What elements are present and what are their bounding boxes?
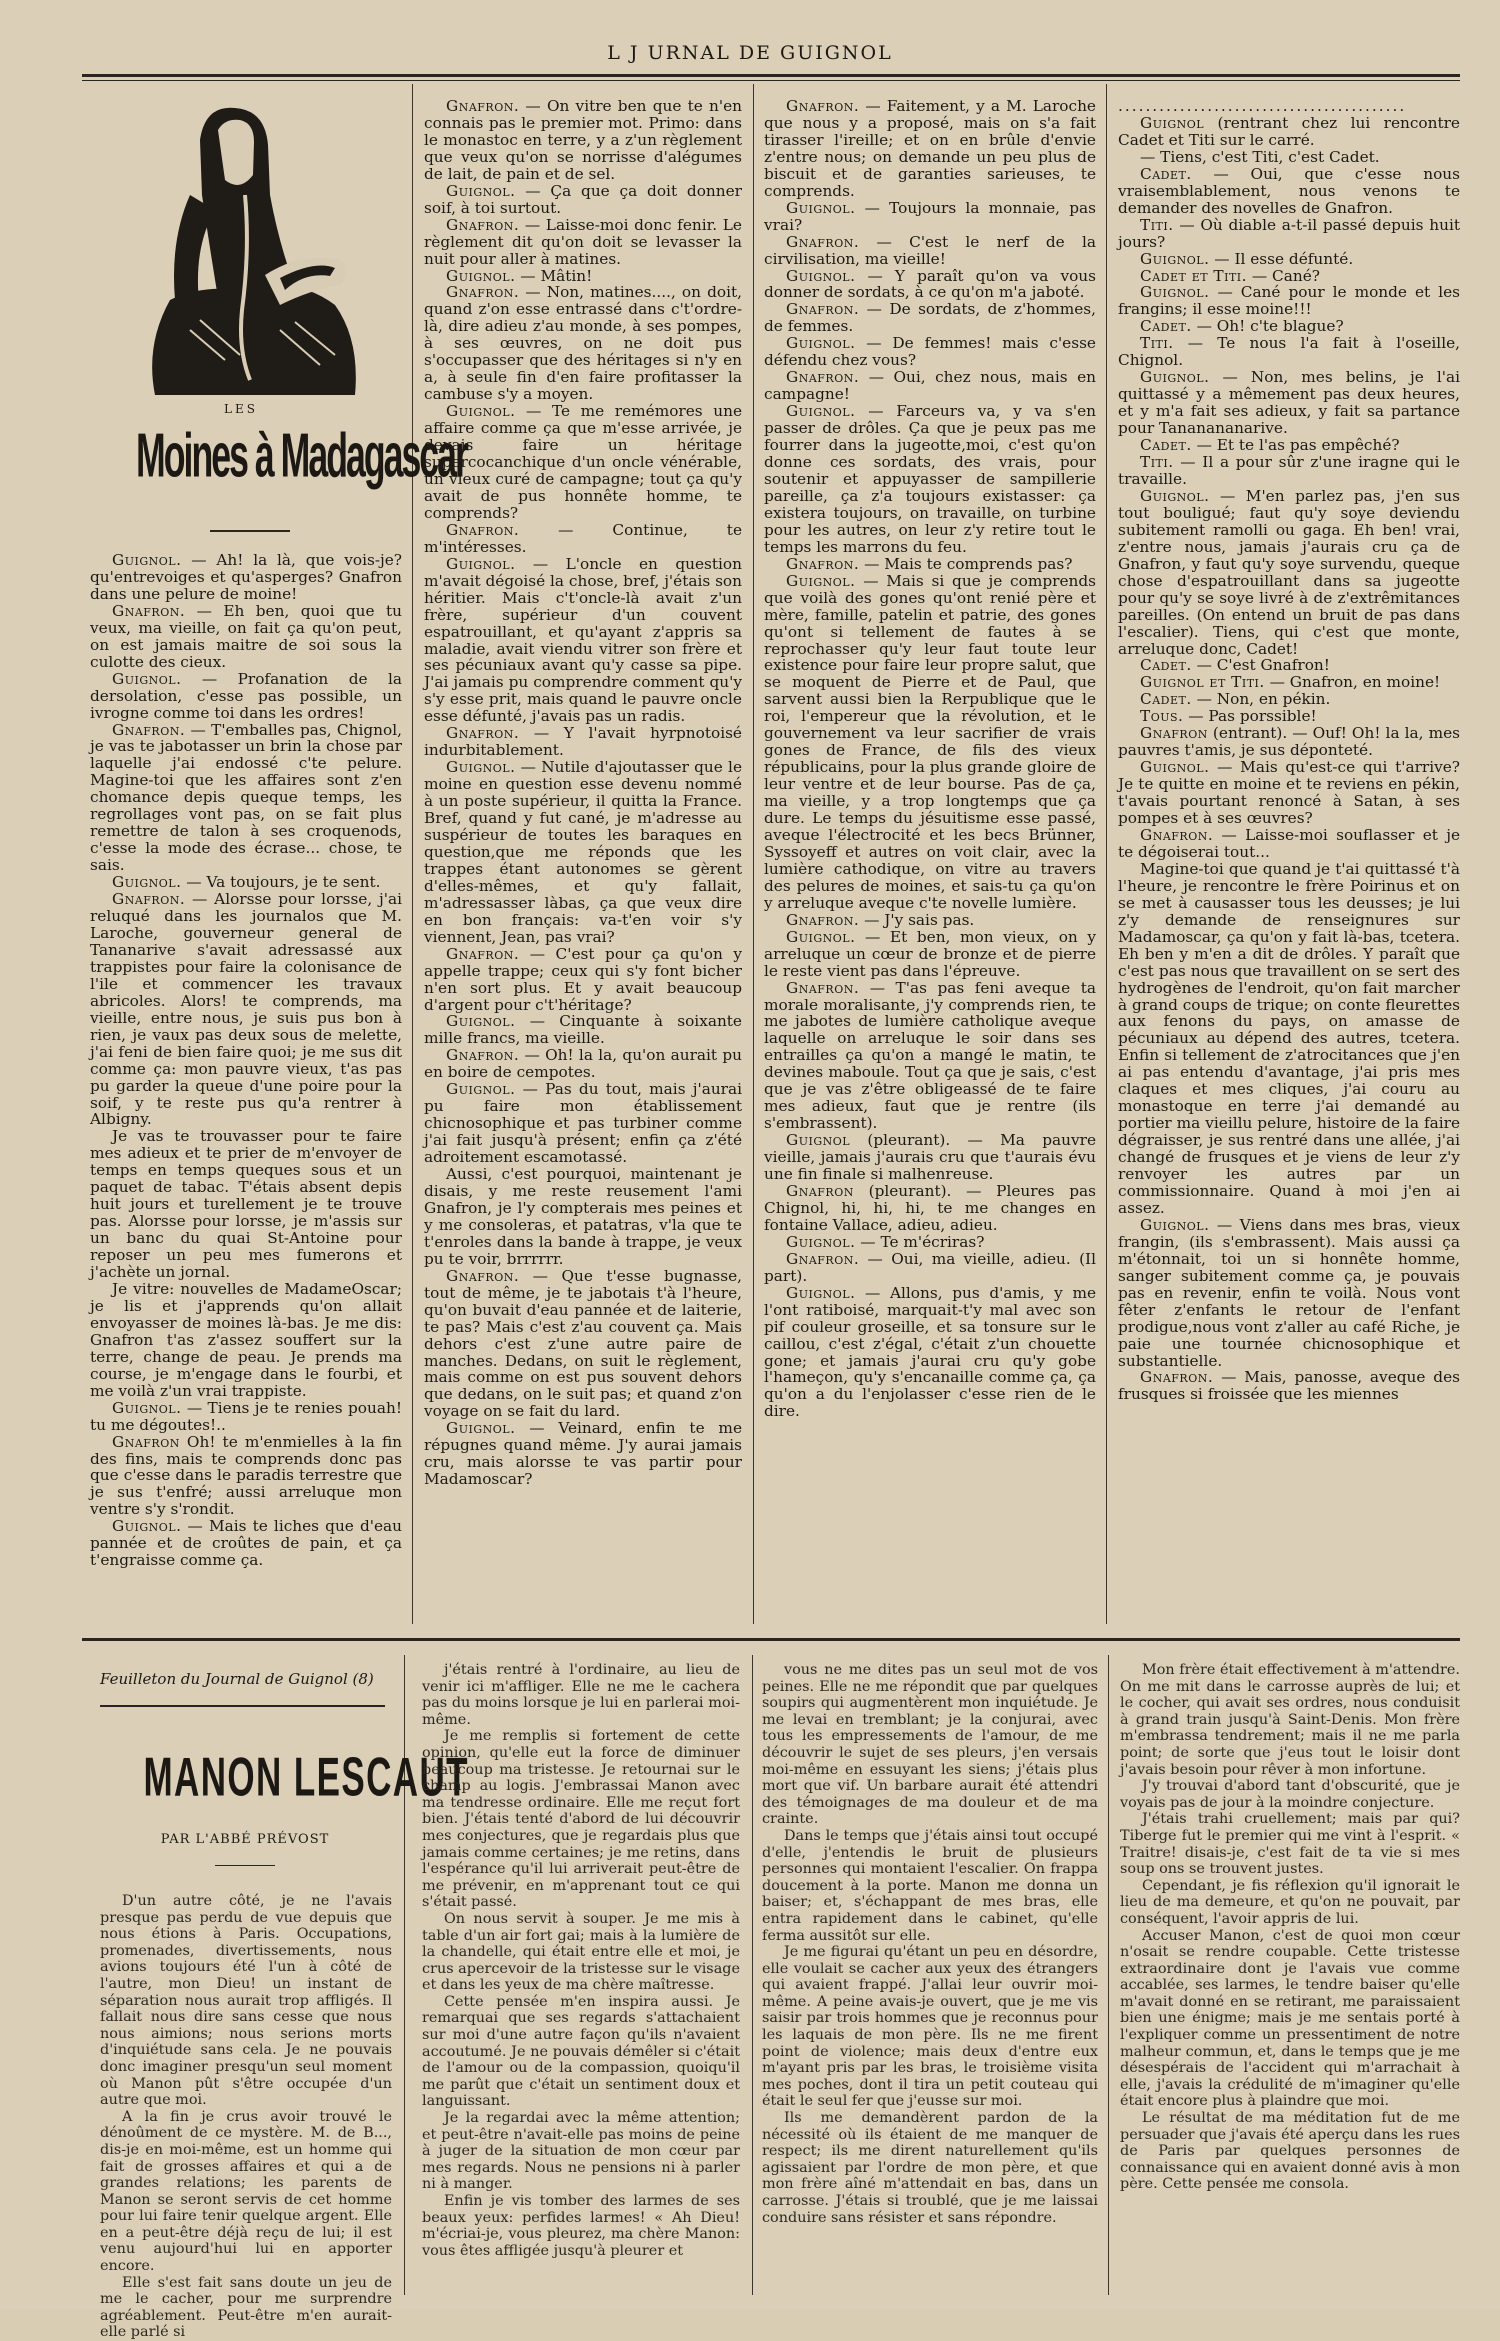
dialogue-text: — Où diable a-t-il passé depuis huit jours? <box>1118 215 1460 251</box>
dialogue-text: (pleurant). — Ma pauvre vieille, jamais j'aurais cru que t'aurais évu une fin finale si malhenreuse. <box>764 1131 1096 1184</box>
dialogue-text: — Y paraît qu'on va vous donner de sordats, à ce qu'on m'a jaboté. <box>764 266 1096 302</box>
dialogue-text: Je vas te trouvasser pour te faire mes adieux et te prier de m'envoyer de temps en temps queques sous et un paquet de tabac. T'étais absent depis huit jours et turellement je te trouve pas. Alorsse pour lorsse, je m'assis sur un banc du quai St-Antoine pour reposer un peu mes fumerons et j'achète un jornal. <box>90 1127 402 1282</box>
speaker-name: Guignol. <box>786 1232 856 1251</box>
speaker-name: Guignol. <box>112 669 182 688</box>
dialogue-text: Je vitre: nouvelles de MadameOscar; je lis et j'apprends qu'on allait envoyasser de moines là-bas. Je me dis: Gnafron t'as z'assez souffert sur la terre, change de peau. Je prends ma course, je m'engage dans le fourbi, et me voilà z'un vrai trappiste. <box>90 1279 402 1400</box>
dialogue-text: Aussi, c'est pourquoi, maintenant je disais, y me reste reusement l'ami Gnafron, je l'y compterais mes peines et y me consoleras, et patatras, v'la que te t'enroles dans la bande à trappe, je veux pu te voir, brrrrrr. <box>424 1165 742 1268</box>
dialogue-text: — Veinard, enfin te me répugnes quand même. J'y aurai jamais cru, mais alorsse te vas partir pour Madamoscar? <box>424 1419 742 1489</box>
dialogue-paragraph <box>424 284 742 403</box>
feuilleton-paragraph: Accuser Manon, c'est de quoi mon cœur n'osait se rendre coupable. Cette tristesse extraordinaire dont je l'avais vue comme accablée, ses larmes, le tendre baiser qu'elle m'avait donné en se retirant, me paraissaient bien une énigme; mais je me sentais porté à l'expliquer comme un pressentiment de notre malheur commun, et, dans le temps que je me désespérais de l'accident qui m'arrachait à elle, j'avais la crédulité de m'imaginer qu'elle était encore plus à plaindre que moi. <box>1120 1927 1460 2110</box>
feuilleton-paragraph: Je me remplis si fortement de cette opinion, qu'elle eut la force de diminuer beaucoup ma tristesse. Je retournai sur le champ au logis. J'embrassai Manon avec ma tendresse ordinaire. Elle me reçut fort bien. J'étais tenté d'abord de lui découvrir mes conjectures, que je regardais plus que jamais comme certaines; je me retins, dans l'espérance qu'il lui arriverait peut-être de me prévenir, en m'apprenant tout ce qui s'était passé. <box>422 1728 740 1911</box>
dialogue-paragraph <box>764 1183 1096 1234</box>
speaker-name: Guignol. <box>446 402 516 421</box>
dialogue-text: — Farceurs va, y va s'en passer de drôles. Ça que je peux pas me fourrer dans la jugeotte,moi, c'est qu'on donne ces sordats, des vrais, pour soutenir et appuyasser de sampillerie pareille, ça z'a toujours existasser: ça existera toujours, on travaille, on turbine pour les autres, on leur z'y retire tout le temps les marrons du feu. <box>764 402 1096 556</box>
dialogue-paragraph <box>90 722 402 875</box>
speaker-name: Gnafron. <box>786 97 860 115</box>
speaker-name: Gnafron. <box>446 283 520 302</box>
dialogue-text: — M'en parlez pas, j'en sus tout bouligué; faut qu'y soye deviendu subitement ramolli ou gaga. Eh ben! vrai, z'entre nous, jamais j'aurais cru ça de Gnafron, y faut qu'y soye survendu, queque chose d'espatrouillant dans sa jugeotte pour qu'y se soye livré à de z'extrêmitances pareilles. (On entend un bruit de pas dans l'escalier). Tiens, qui c'est que monte, arreluque donc, Cadet! <box>1118 486 1460 658</box>
dialogue-text: — Va toujours, je te sent. <box>181 873 381 892</box>
speaker-name: Gnafron. <box>786 368 860 387</box>
column-rule <box>753 84 754 1624</box>
dialogue-text: — Te m'écriras? <box>855 1232 985 1251</box>
feuilleton-paragraph: Mon frère était effectivement à m'attendre. On me mit dans le carrosse auprès de lui; et le cocher, qui avait ses ordres, nous conduisit à grand train jusqu'à Saint-Denis. Mon frère m'embrassa tendrement; mais il ne me parla point; de sorte que j'eus tout le loisir dont j'avais besoin pour rêver à mon infortune. <box>1120 1662 1460 1778</box>
feuilleton-paragraph: Je me figurai qu'étant un peu en désordre, elle voulait se cacher aux yeux des étrangers qui avaient frappé. J'allai leur ouvrir moi-même. A peine avais-je ouvert, que je me vis saisir par trois hommes que je reconnus pour les laquais de mon père. Ils ne me firent point de violence; mais deux d'entre eux m'ayant pris par les bras, le troisième visita mes poches, dont il tira un petit couteau qui était le seul fer que j'eusse sur moi. <box>762 1944 1098 2110</box>
dialogue-text: (entrant). — Ouf! Oh! la la, mes pauvres t'amis, je sus déponteté. <box>1118 724 1460 760</box>
speaker-name: Guignol. <box>1140 283 1210 302</box>
speaker-name: Gnafron. <box>446 520 520 539</box>
dialogue-text: — Oui, ma vieille, adieu. (Il part). <box>764 1249 1096 1285</box>
feuilleton-header <box>100 1670 390 1688</box>
dialogue-text: — Te nous l'a fait à l'oseille, Chignol. <box>1118 334 1460 370</box>
article-title: Moines à Madagascar <box>136 421 467 491</box>
dialogue-text: — Nutile d'ajoutasser que le moine en question esse devenu nommé à un poste supérieur, il quitta la France. Bref, quand y fut cané, je m'adresse au suspérieur de toutes les baraques en question,que me réponds que les trappes étant autonomes se gèrent d'elles-mêmes, et qu'y fallait, m'adressasser làbas, ça que veux dire en bon français: va-t'en voir s'y viennent, Jean, pas vrai? <box>424 758 742 946</box>
speaker-name: Gnafron. <box>446 1266 520 1285</box>
feuilleton-rule <box>82 1638 1460 1641</box>
speaker-name: Gnafron. <box>112 601 186 620</box>
feuilleton-journal: Journal de Guignol <box>204 1670 348 1688</box>
dialogue-text: — Te me remémores une affaire comme ça que m'esse arrivée, je devais faire un héritage supercocanchique d'un oncle vénérable, un vieux curé de campagne; tout ça qu'y avait de pus honnête homme, te comprends? <box>424 402 742 522</box>
speaker-name: Gnafron. <box>1140 825 1214 844</box>
column-rule <box>1108 1655 1109 2295</box>
feuilleton-paragraph: Le résultat de ma méditation fut de me persuader que j'avais été aperçu dans les rues de Paris par quelques personnes de connaissance qui en avaient donné avis à mon père. Cette pensée me consola. <box>1120 2110 1460 2193</box>
title-prefix: LES <box>224 402 258 416</box>
speaker-name: Guignol. <box>786 1283 856 1302</box>
speaker-name: Gnafron. <box>446 1046 520 1065</box>
dialogue-paragraph <box>90 552 402 603</box>
dialogue-paragraph <box>1118 657 1460 674</box>
dialogue-text: — Viens dans mes bras, vieux frangin, (ils s'embrassent). Mais aussi ça m'étonnait, toi un si honnête homme, sanger subitement comme ça, je pouvais pas en revenir, enfin te voilà. Nous vont fêter z'enfants le retour de l'enfant prodigue,nous vont z'aller au café Riche, je paie une tournée chicnosophique et substantielle. <box>1118 1215 1460 1370</box>
speaker-name: Cadet. <box>1140 436 1192 455</box>
dialogue-text: — Tiens je te renies pouah! tu me dégoutes!.. <box>90 1398 402 1434</box>
speaker-name: Guignol. <box>786 571 856 590</box>
dialogue-text: (pleurant). — Pleures pas Chignol, hi, hi, hi, te me changes en fontaine Vallace, adieu, adieu. <box>764 1182 1096 1234</box>
dialogue-text: — Mais si que je comprends que voilà des gones qu'ont renié père et mère, famille, patelin et patrie, des gones qu'ont si tellement de fautes à se reprochasser qu'y leur faut toute leur existence pour faire leur propre salut, que se moquent de Pierre et de Paul, que sarvent aussi bien la Rerpublique que le roi, l'empereur que la révolution, et le gouvernement va leur sacrifier de vrais gones de France, de fils des vieux républicains, pour la plus grande gloire de leur ventre et de leur bourse. Pas de ça, ma vieille, y a trop longtemps que ça dure. Le temps du jésuitisme esse passé, aveque l'électrocité et les becs Brünner, Syssoyeff et autres on voit clair, avec la lumière cathodique, on vitre au travers des pelures de moines, et sais-tu ça qu'on y arreluque aveque c'te novelle lumière. <box>764 571 1096 912</box>
dialogue-paragraph <box>764 573 1096 912</box>
dialogue-paragraph <box>90 671 402 722</box>
dialogue-text: — T'emballes pas, Chignol, je vas te jabotasser un brin la chose par laquelle j'ai endossé c'te pelure. Magine-toi que les affaires sont z'en chomance depis queque temps, les regrollages vont pas, on se fait plus remettre de talon à ses croquenods, c'esse la mode des écrase... chose, te sais. <box>90 720 402 875</box>
masthead: L J URNAL DE GUIGNOL <box>607 42 893 64</box>
dialogue-text: — Alorsse pour lorsse, j'ai reluqué dans les journalos que M. Laroche, gouverneur general de Tananarive s'avait adressassé aux trappistes pour faire la colonisance de l'ile et commencer les travaux abricoles. Alors! te comprends, ma vieille, entre nous, je suis pus bon à rien, je vaux pas deux sous de melette, j'ai feni de bien faire quoi; je me sus dit comme ça: mon pauvre vieux, t'as pas pu garder la queue d'une poire pour la soif, y te reste pus qu'a rentrer à Albigny. <box>90 890 402 1129</box>
speaker-name: Guignol. <box>112 873 182 892</box>
dialogue-text: .......................................... <box>1118 97 1407 115</box>
speaker-name: Gnafron. <box>446 215 520 234</box>
dialogue-text: — Oui, chez nous, mais en campagne! <box>764 368 1096 404</box>
speaker-name: Guignol. <box>446 1080 516 1099</box>
speaker-name: Guignol. <box>112 1517 182 1536</box>
masthead-rule <box>82 74 1460 77</box>
feuilleton-prefix: Feuilleton du <box>100 1670 205 1688</box>
dialogue-text: Magine-toi que quand je t'ai quittassé t'à l'heure, je rencontre le frère Poirinus et on se met à causasser tous les deusses; je lui z'y demande de renseignures sur Madamoscar, ça qu'on y fait là-bas, tcetera. Eh ben y m'en a dit de drôles. Y paraît que c'est pas nous que travaillent on se sert des hydrogènes de l'endroit, qu'on fait marcher à grand coups de trique; on conte fleurettes aux fenons du pays, on amasse de pécuniaux au dépend des autres, tcetera. Enfin si tellement de z'atrocitances que j'en ai pas entendu d'avantage, j'ai pris mes claques et mes cliques, j'ai couru au monastoque en terre j'ai demandé au portier ma vieillu pelure, histoire de la faire dégraisser, je sus rentré dans une allée, j'ai changé de frusques et je viens de leur z'y renvoyer les autres par un commissionnaire. Quand à moi j'en ai assez. <box>1118 859 1460 1217</box>
dialogue-paragraph <box>764 1251 1096 1285</box>
dialogue-text: — Il a pour sûr z'une iragne qui le travaille. <box>1118 453 1460 488</box>
speaker-name: Guignol. <box>446 758 516 777</box>
dialogue-paragraph <box>424 1166 742 1268</box>
dialogue-paragraph <box>424 217 742 268</box>
feuilleton-paragraph: Enfin je vis tomber des larmes de ses beaux yeux: perfides larmes! « Ah Dieu! m'écriai-je, vous pleurez, ma chère Manon: vous êtes affligée jusqu'à pleurer et <box>422 2193 740 2259</box>
dialogue-text: — Ah! la là, que vois-je? qu'entrevoiges et qu'asperges? Gnafron dans une pelure de moine! <box>90 551 402 603</box>
dialogue-text: — C'est Gnafron! <box>1191 656 1330 675</box>
dialogue-text: — De femmes! mais c'esse défendu chez vous? <box>764 334 1096 370</box>
article-column-1 <box>90 552 402 1627</box>
speaker-name: Gnafron. <box>112 720 186 739</box>
speaker-name: Guignol. <box>446 1012 516 1031</box>
dialogue-text: — Mais te liches que d'eau pannée et de croûtes de pain, et ça t'engraisse comme ça. <box>90 1517 402 1570</box>
speaker-name: Titi. <box>1140 453 1174 472</box>
dialogue-paragraph <box>424 556 742 726</box>
dialogue-text: — Tiens, c'est Titi, c'est Cadet. <box>1140 147 1380 166</box>
dialogue-text: — Cané pour le monde et les frangins; il esse moine!!! <box>1118 283 1460 319</box>
article-column-3 <box>764 98 1096 1628</box>
speaker-name: Gnafron. <box>1140 1368 1214 1387</box>
speaker-name: Gnafron <box>112 1432 180 1451</box>
dialogue-text: — Pas du tout, mais j'aurai pu faire mon établissement chicnosophique et pas turbiner comme j'ai fait jusqu'à présent; enfin ça z'été adroitement escamotassé. <box>424 1080 742 1167</box>
dialogue-paragraph <box>424 1081 742 1166</box>
speaker-name: Gnafron. <box>786 978 860 997</box>
dialogue-text: — Non, matines...., on doit, quand z'on esse entrassé dans c't'ordre-là, dire adieu z'au monde, à ses pompes, à ses œuvres, on ne doit pus s'occupasser que des héritages si n'y en a, à seule fin d'en faire profitasser la cambuse s'y a moyen. <box>424 283 742 404</box>
dialogue-text: — Mais qu'est-ce qui t'arrive? Je te quitte en moine et te reviens en pékin, t'avais pourtant renoncé à Satan, à ses pompes et à ses œuvres? <box>1118 758 1460 828</box>
dialogue-paragraph <box>1118 437 1460 454</box>
speaker-name: Gnafron. <box>786 1249 860 1268</box>
dialogue-text: Oh! te m'enmielles à la fin des fins, mais te comprends donc pas que c'esse dans le paradis terrestre que je sus t'enfré; aussi arreluque mon ventre s'y s'rondit. <box>90 1432 402 1519</box>
dialogue-text: — Toujours la monnaie, pas vrai? <box>764 198 1096 234</box>
dialogue-paragraph <box>764 369 1096 403</box>
dialogue-paragraph <box>424 403 742 522</box>
dialogue-text: — Non, en pékin. <box>1191 690 1331 709</box>
dialogue-text: — L'oncle en question m'avait dégoisé la chose, bref, j'étais son héritier. Mais c't'oncle-là avait z'un frère, supérieur d'un couvent espatrouillant, et qu'ayant z'appris sa maladie, avait viendu vitrer son frère et ses pécuniaux avant qu'y casse sa pipe. J'ai jamais pu comprendre comment qu'y s'y esse prit, mais quand le pauvre oncle esse défunté, j'avais pas un radis. <box>424 554 742 726</box>
feuilleton-paragraph: vous ne me dites pas un seul mot de vos peines. Elle ne me répondit que par quelques soupirs qui augmentèrent mon inquiétude. Je me levai en tremblant; je la conjurai, avec tous les empressements de l'amour, de me découvrir le sujet de ses pleurs, j'en versais moi-même en essuyant les siens; j'étais plus mort que vif. Un barbare aurait été attendri des témoignages de ma douleur et de ma crainte. <box>762 1662 1098 1828</box>
dialogue-paragraph <box>764 912 1096 929</box>
dialogue-paragraph <box>1118 284 1460 318</box>
dialogue-text: — C'est pour ça qu'on y appelle trappe; ceux qui s'y font bicher n'en sort plus. Et y avait beaucoup d'argent pour c't'héritage? <box>424 944 742 1014</box>
dialogue-paragraph <box>1118 268 1460 285</box>
dialogue-text: — Et ben, mon vieux, on y arreluque un cœur de bronze et de pierre le reste vient pas dans l'épreuve. <box>764 927 1096 980</box>
speaker-name: Guignol. <box>1140 758 1210 777</box>
dialogue-paragraph <box>764 929 1096 980</box>
dialogue-text: (rentrant chez lui rencontre Cadet et Titi sur le carré. <box>1118 113 1460 149</box>
dialogue-text: — De sordats, de z'hommes, de femmes. <box>764 300 1096 336</box>
dialogue-text: — Ça que ça doit donner soif, à toi surtout. <box>424 181 742 217</box>
dialogue-paragraph <box>1118 166 1460 217</box>
speaker-name: Guignol. <box>786 402 856 421</box>
dialogue-text: — Faitement, y a M. Laroche que nous y a proposé, mais on s'a fait tirasser l'ireille; et on en brûle d'envie z'entre nous; on demande un peu plus de biscuit et de garanties sarieuses, te comprends. <box>764 97 1096 200</box>
feuilleton-author: PAR L'ABBÉ PRÉVOST <box>160 1832 330 1847</box>
feuilleton-number: (8) <box>347 1670 374 1688</box>
dialogue-text: — Allons, pus d'amis, y me l'ont ratiboisé, marquait-t'y mal avec son pif couleur groseille, et sa tonsure sur le caillou, c'est z'égal, c'était z'un chouette gone; et jamais j'aurai cru qu'y gobe l'hameçon, qu'y s'encanaille comme ça, ça qu'on a du l'enjolasser c'esse rien de le dire. <box>764 1283 1096 1421</box>
feuilleton-column-2 <box>422 1662 740 2298</box>
speaker-name: Guignol. <box>446 266 516 285</box>
dialogue-paragraph <box>424 1268 742 1421</box>
article-column-2 <box>424 98 742 1628</box>
feuilleton-column-3 <box>762 1662 1098 2298</box>
dialogue-paragraph <box>90 603 402 671</box>
dialogue-paragraph <box>424 1047 742 1081</box>
dialogue-paragraph <box>764 301 1096 335</box>
speaker-name: Gnafron. <box>786 910 860 929</box>
feuilleton-column-4 <box>1120 1662 1460 2298</box>
dialogue-text: — Mais, panosse, aveque des frusques si froissée que les miennes <box>1118 1368 1460 1404</box>
speaker-name: Guignol. <box>446 181 516 200</box>
dialogue-text: — Mais te comprends pas? <box>859 554 1073 573</box>
dialogue-text: — Pas porssible! <box>1183 707 1317 726</box>
speaker-name: Guignol. <box>112 1398 182 1417</box>
dialogue-text: — C'est le nerf de la cirvilisation, ma vieille! <box>764 232 1096 268</box>
dialogue-paragraph <box>764 335 1096 369</box>
feuilleton-paragraph: A la fin je crus avoir trouvé le dénoûment de ce mystère. M. de B..., dis-je en moi-même, est un homme qui fait de grosses affaires et qui a de grandes relations; les parents de Manon se seront servis de cet homme pour lui faire tenir quelque argent. Elle en a peut-être déjà reçu de lui; il est venu aujourd'hui lui en apporter encore. <box>100 2108 392 2275</box>
speaker-name: Guignol. <box>446 1419 516 1438</box>
feuilleton-paragraph: Cette pensée m'en inspira aussi. Je remarquai que ses regards s'attachaient sur moi d'une autre façon qu'ils n'avaient accoutumé. Je ne pouvais démêler si c'était de l'amour ou de la compassion, quoiqu'il me parût que c'était un sentiment doux et languissant. <box>422 1993 740 2110</box>
feuilleton-paragraph: Elle s'est fait sans doute un jeu de me le cacher, pour me surprendre agréablement. Peut-être m'en aurait-elle parlé si <box>100 2274 392 2341</box>
feuilleton-paragraph: Je la regardai avec la même attention; et peut-être n'avait-elle pas moins de peine à juger de la situation de mon cœur par mes regards. Nous ne pensions ni à parler ni à manger. <box>422 2110 740 2193</box>
speaker-name: Gnafron. <box>786 232 860 251</box>
dialogue-paragraph <box>90 1400 402 1434</box>
dialogue-text: — Cané? <box>1247 266 1320 285</box>
dialogue-paragraph <box>1118 318 1460 335</box>
dialogue-paragraph <box>1118 454 1460 488</box>
dialogue-paragraph <box>764 403 1096 556</box>
column-rule <box>412 84 413 1624</box>
speaker-name: Guignol <box>1140 113 1205 132</box>
dialogue-paragraph <box>764 556 1096 573</box>
feuilleton-paragraph: Ils me demandèrent pardon de la nécessité où ils étaient de me manquer de respect; ils me dirent naturellement qu'ils agissaient par l'ordre de mon père, et que mon frère aîné m'attendait en bas, dans un carrosse. J'étais si troublé, que je me laissai conduire sans résister et sans répondre. <box>762 2110 1098 2226</box>
dialogue-text: — J'y sais pas. <box>859 910 975 929</box>
speaker-name: Guignol <box>786 1131 851 1150</box>
dialogue-text: — Oui, que c'esse nous vraisemblablement, nous venons te demander des novelles de Gnafron. <box>1118 164 1460 217</box>
speaker-name: Tous. <box>1140 707 1184 726</box>
dialogue-paragraph <box>424 759 742 945</box>
speaker-name: Gnafron. <box>446 97 520 115</box>
dialogue-text: — T'as pas feni aveque ta morale moralisante, j'y comprends rien, te me jabotes de lumière catholique aveque laquelle on arreluque le soir dans ses entrailles ça qu'on a mangé le matin, te devines maboule. Tout ça que je sais, c'est que je vas z'être obligeassé de te faire mes adieux, faut que je rentre (ils s'embrassent). <box>764 978 1096 1133</box>
dialogue-paragraph <box>1118 369 1460 437</box>
speaker-name: Guignol. <box>446 554 516 573</box>
dialogue-paragraph <box>1118 251 1460 268</box>
speaker-name: Cadet et Titi. <box>1140 266 1248 285</box>
dialogue-paragraph <box>1118 217 1460 251</box>
speaker-name: Cadet. <box>1140 656 1192 675</box>
speaker-name: Guignol. <box>786 198 856 217</box>
dialogue-paragraph <box>1118 827 1460 861</box>
feuilleton-title: MANON LESCAUT <box>143 1746 469 1808</box>
monk-illustration <box>130 100 370 395</box>
speaker-name: Gnafron. <box>446 724 520 743</box>
speaker-name: Guignol. <box>1140 368 1210 387</box>
dialogue-text: — Eh ben, quoi que tu veux, ma vieille, on fait ça qu'on peut, on est jamais maitre de soi sous la culotte des cieux. <box>90 601 402 671</box>
dialogue-paragraph <box>90 1518 402 1569</box>
dialogue-paragraph <box>764 1132 1096 1183</box>
speaker-name: Guignol. <box>1140 249 1210 268</box>
speaker-name: Cadet. <box>1140 690 1192 709</box>
dialogue-text: — Que t'esse bugnasse, tout de même, je te jabotais t'à l'heure, qu'on buvait d'eau pannée et de laiterie, te pas? Mais c'est z'au couvent ça. Mais dehors c'est z'une autre paire de manches. Dedans, on suit le règlement, mais comme on est pus souvent dehors que dedans, on le suit pas; et quand z'on voyage on se fait du lard. <box>424 1266 742 1421</box>
speaker-name: Titi. <box>1140 334 1174 353</box>
dialogue-paragraph <box>1118 861 1460 1217</box>
feuilleton-column-1 <box>100 1893 392 2341</box>
feuilleton-paragraph: J'y trouvai d'abord tant d'obscurité, que je voyais pas de jour à la moindre conjecture. <box>1120 1778 1460 1811</box>
speaker-name: Gnafron. <box>446 944 520 963</box>
dialogue-text: — Laisse-moi souflasser et je te dégoiserai tout... <box>1118 825 1460 861</box>
dialogue-paragraph <box>764 980 1096 1133</box>
dialogue-paragraph <box>1118 725 1460 759</box>
speaker-name: Gnafron. <box>786 554 860 573</box>
speaker-name: Gnafron. <box>786 300 860 319</box>
feuilleton-header-rule <box>100 1705 385 1707</box>
dialogue-text: — Et te l'as pas empêché? <box>1191 436 1400 455</box>
dialogue-text: — Continue, te m'intéresses. <box>424 520 742 556</box>
dialogue-paragraph <box>424 1013 742 1047</box>
dialogue-paragraph <box>424 1420 742 1488</box>
dialogue-paragraph <box>1118 488 1460 658</box>
dialogue-text: — Oh! la la, qu'on aurait pu en boire de cempotes. <box>424 1046 742 1082</box>
dialogue-paragraph <box>424 268 742 285</box>
dialogue-paragraph <box>90 874 402 891</box>
title-rule <box>210 530 290 532</box>
dialogue-paragraph <box>1118 759 1460 827</box>
speaker-name: Guignol. <box>786 927 856 946</box>
dialogue-paragraph <box>764 98 1096 200</box>
dialogue-text: — Mâtin! <box>515 266 593 285</box>
dialogue-text: — Il esse défunté. <box>1209 249 1354 268</box>
speaker-name: Cadet. <box>1140 164 1192 183</box>
column-rule <box>1106 84 1107 1624</box>
speaker-name: Guignol. <box>786 334 856 353</box>
dialogue-paragraph <box>424 522 742 556</box>
dialogue-paragraph <box>424 725 742 759</box>
feuilleton-paragraph: D'un autre côté, je ne l'avais presque pas perdu de vue depuis que nous étions à Paris. Occupations, promenades, divertissements, nous avions toujours été l'un à côté de l'autre, mon Dieu! un instant de séparation nous aurait trop affligés. Il fallait nous dire sans cesse que nous nous aimions; nous serions morts d'inquiétude sans cela. Je ne pouvais donc imaginer presqu'un seul moment où Manon pût s'être occupée d'un autre que moi. <box>100 1893 392 2109</box>
dialogue-paragraph <box>424 98 742 183</box>
speaker-name: Guignol. <box>112 551 182 569</box>
dialogue-paragraph <box>1118 691 1460 708</box>
dialogue-paragraph <box>424 946 742 1014</box>
feuilleton-paragraph: Dans le temps que j'étais ainsi tout occupé d'elle, j'entendis le bruit de plusieurs personnes qui montaient l'escalier. On frappa doucement à la porte. Manon me donna un baiser; et, s'échappant de mes bras, elle entra rapidement dans le cabinet, qu'elle ferma aussitôt sur elle. <box>762 1827 1098 1944</box>
author-rule <box>215 1865 275 1866</box>
dialogue-text: — Laisse-moi donc fenir. Le règlement dit qu'on doit se levasser la nuit pour aller à matines. <box>424 215 742 268</box>
feuilleton-paragraph: J'étais trahi cruellement; mais par qui? Tiberge fut le premier qui me vint à l'esprit. « Traitre! disais-je, c'est fait de ta vie si mes soup ons se trouvent justes. <box>1120 1811 1460 1878</box>
speaker-name: Gnafron <box>786 1182 854 1200</box>
speaker-name: Gnafron. <box>112 890 186 909</box>
dialogue-paragraph <box>1118 708 1460 725</box>
dialogue-paragraph <box>90 1281 402 1400</box>
speaker-name: Guignol. <box>1140 486 1210 505</box>
speaker-name: Guignol. <box>786 266 856 285</box>
speaker-name: Titi. <box>1140 215 1174 234</box>
speaker-name: Guignol. <box>1140 1215 1210 1234</box>
speaker-name: Gnafron <box>1140 724 1208 743</box>
dialogue-text: — Oh! c'te blague? <box>1191 317 1344 336</box>
dialogue-paragraph <box>1118 1369 1460 1403</box>
dialogue-paragraph <box>90 1128 402 1281</box>
feuilleton-paragraph: Cependant, je fis réflexion qu'il ignorait le lieu de ma demeure, et qu'on ne pouvait, par conséquent, l'avoir appris de lui. <box>1120 1877 1460 1927</box>
dialogue-text: — Y l'avait hyrpnotoisé indurbitablement. <box>424 724 742 760</box>
dialogue-text: — Profanation de la dersolation, c'esse pas possible, un ivrogne comme toi dans les ordres! <box>90 669 402 722</box>
dialogue-text: — Cinquante à soixante mille francs, ma vieille. <box>424 1012 742 1048</box>
dialogue-paragraph <box>90 891 402 1128</box>
dialogue-paragraph <box>764 234 1096 268</box>
dialogue-paragraph <box>424 183 742 217</box>
dialogue-paragraph <box>764 200 1096 234</box>
dialogue-paragraph <box>1118 1217 1460 1370</box>
dialogue-paragraph <box>1118 149 1460 166</box>
dialogue-paragraph <box>764 268 1096 302</box>
dialogue-paragraph <box>90 1434 402 1519</box>
masthead-rule-thin <box>82 80 1460 81</box>
dialogue-paragraph <box>1118 674 1460 691</box>
feuilleton-paragraph: j'étais rentré à l'ordinaire, au lieu de venir ici m'affliger. Elle ne me le cachera pas du moins lorsque je lui en parlerai moi-même. <box>422 1662 740 1728</box>
dialogue-paragraph <box>764 1285 1096 1421</box>
dialogue-text: — On vitre ben que te n'en connais pas le premier mot. Primo: dans le monastoc en terre, y a z'un règlement que veux qu'on se norrisse d'alégumes de lait, de pain et de sel. <box>424 97 742 183</box>
dialogue-paragraph <box>1118 335 1460 369</box>
article-column-4 <box>1118 98 1460 1628</box>
speaker-name: Guignol et Titi. <box>1140 673 1265 692</box>
dialogue-text: — Gnafron, en moine! <box>1264 673 1441 692</box>
feuilleton-paragraph: On nous servit à souper. Je me mis à table d'un air fort gai; mais à la lumière de la chandelle, qui était entre elle et moi, je crus apercevoir de la tristesse sur le visage et dans les yeux de ma chère maîtresse. <box>422 1910 740 1994</box>
dialogue-text: — Non, mes belins, je l'ai quittassé y a mêmement pas deux heures, et y m'a fait ses adieux, y fait sa partance pour Tananananarive. <box>1118 368 1460 438</box>
dialogue-paragraph <box>764 1234 1096 1251</box>
column-rule <box>752 1655 753 2295</box>
speaker-name: Cadet. <box>1140 317 1192 336</box>
dialogue-paragraph <box>1118 98 1460 115</box>
dialogue-paragraph <box>1118 115 1460 149</box>
